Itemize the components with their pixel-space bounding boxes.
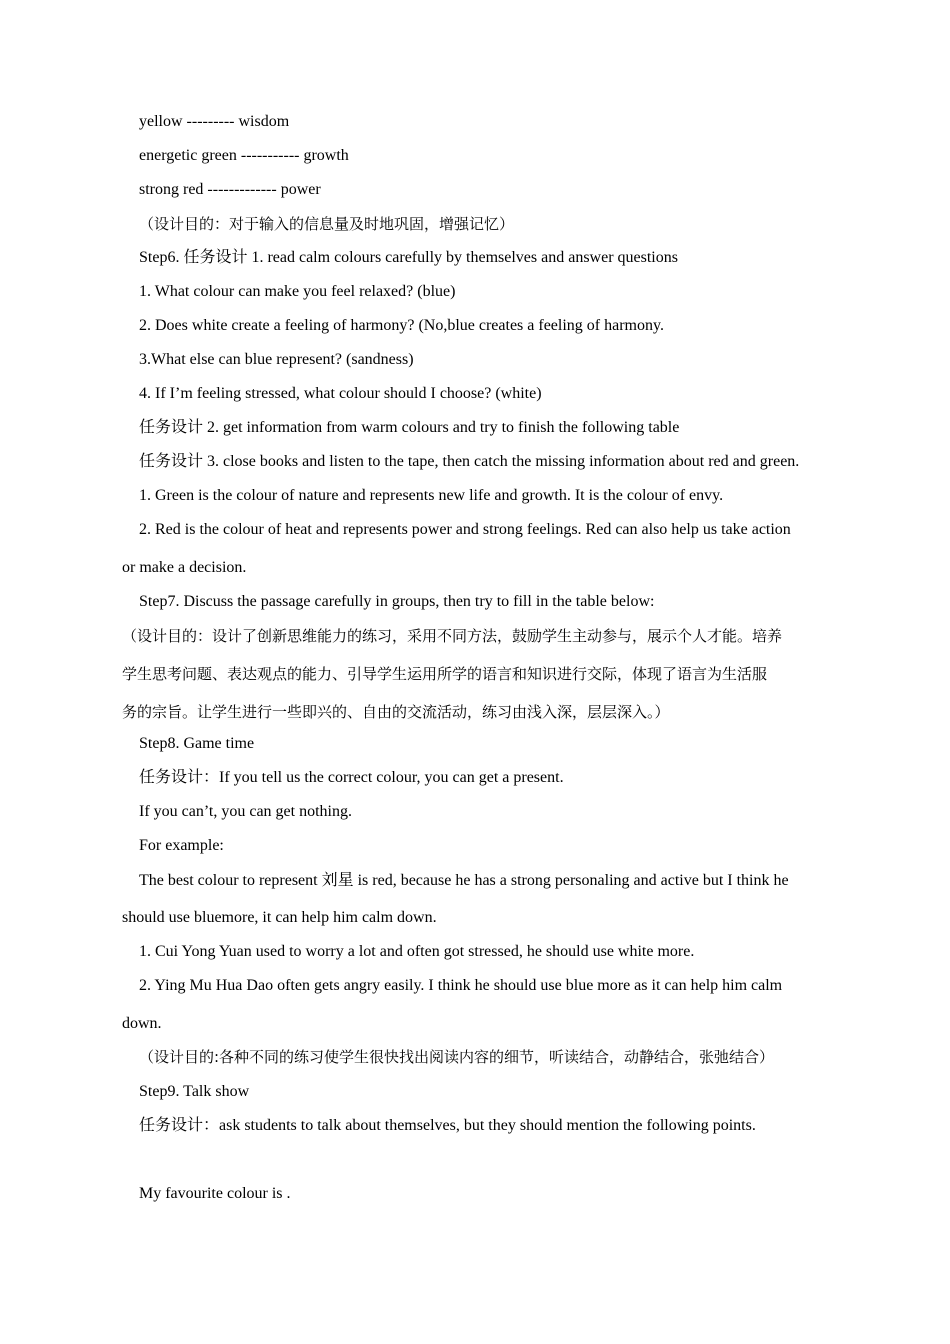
question-item: 2. Does white create a feeling of harmony? (No,blue creates a feeling of harmony.	[139, 317, 664, 334]
task-line: If you can’t, you can get nothing.	[139, 803, 352, 820]
step-heading: Step9. Talk show	[139, 1083, 250, 1100]
step-heading: Step8. Game time	[139, 735, 255, 752]
task-line: 任务设计 3. close books and listen to the tape, then catch the missing information about red and green.	[139, 453, 800, 470]
task-line: 任务设计：If you tell us the correct colour, you can get a present.	[139, 769, 564, 786]
design-purpose-note: （设计目的:各种不同的练习使学生很快找出阅读内容的细节，听读结合，动静结合，张弛结合）	[139, 1048, 775, 1066]
step-heading: Step7. Discuss the passage carefully in groups, then try to fill in the table below:	[139, 593, 655, 610]
question-item: 1. What colour can make you feel relaxed? (blue)	[139, 283, 456, 300]
step-heading: Step6. 任务设计 1. read calm colours carefully by themselves and answer questions	[139, 249, 678, 266]
question-item: 3.What else can blue represent? (sandness)	[139, 351, 414, 368]
question-item: 4. If I’m feeling stressed, what colour should I choose? (white)	[139, 385, 542, 402]
design-purpose-note: （设计目的：设计了创新思维能力的练习，采用不同方法，鼓励学生主动参与，展示个人才能。培养	[122, 627, 783, 645]
text-line: energetic green ----------- growth	[139, 147, 349, 164]
example-item-continued: down.	[122, 1015, 162, 1032]
example-text: The best colour to represent 刘星 is red, because he has a strong personaling and active but I think he	[139, 872, 789, 889]
design-purpose-note-continued: 学生思考问题、表达观点的能力、引导学生运用所学的语言和知识进行交际，体现了语言为生活服	[122, 665, 768, 683]
task-line: 任务设计 2. get information from warm colours and try to finish the following table	[139, 419, 680, 436]
example-text-continued: should use bluemore, it can help him calm down.	[122, 909, 437, 926]
text-line: strong red ------------- power	[139, 181, 321, 198]
answer-item-continued: or make a decision.	[122, 559, 247, 576]
answer-item: 2. Red is the colour of heat and represents power and strong feelings. Red can also help us take action	[139, 521, 791, 538]
task-line: 任务设计：ask students to talk about themselves, but they should mention the following points.	[139, 1117, 756, 1134]
answer-item: 1. Green is the colour of nature and represents new life and growth. It is the colour of envy.	[139, 487, 724, 504]
example-item: 1. Cui Yong Yuan used to worry a lot and often got stressed, he should use white more.	[139, 943, 695, 960]
example-label: For example:	[139, 837, 224, 854]
design-purpose-note-continued: 务的宗旨。让学生进行一些即兴的、自由的交流活动，练习由浅入深，层层深入。）	[122, 703, 670, 721]
example-item: 2. Ying Mu Hua Dao often gets angry easily. I think he should use blue more as it can help him calm	[139, 977, 783, 994]
design-purpose-note: （设计目的：对于输入的信息量及时地巩固，增强记忆）	[139, 215, 515, 233]
talk-show-prompt: My favourite colour is .	[139, 1185, 291, 1202]
text-line: yellow --------- wisdom	[139, 113, 290, 130]
